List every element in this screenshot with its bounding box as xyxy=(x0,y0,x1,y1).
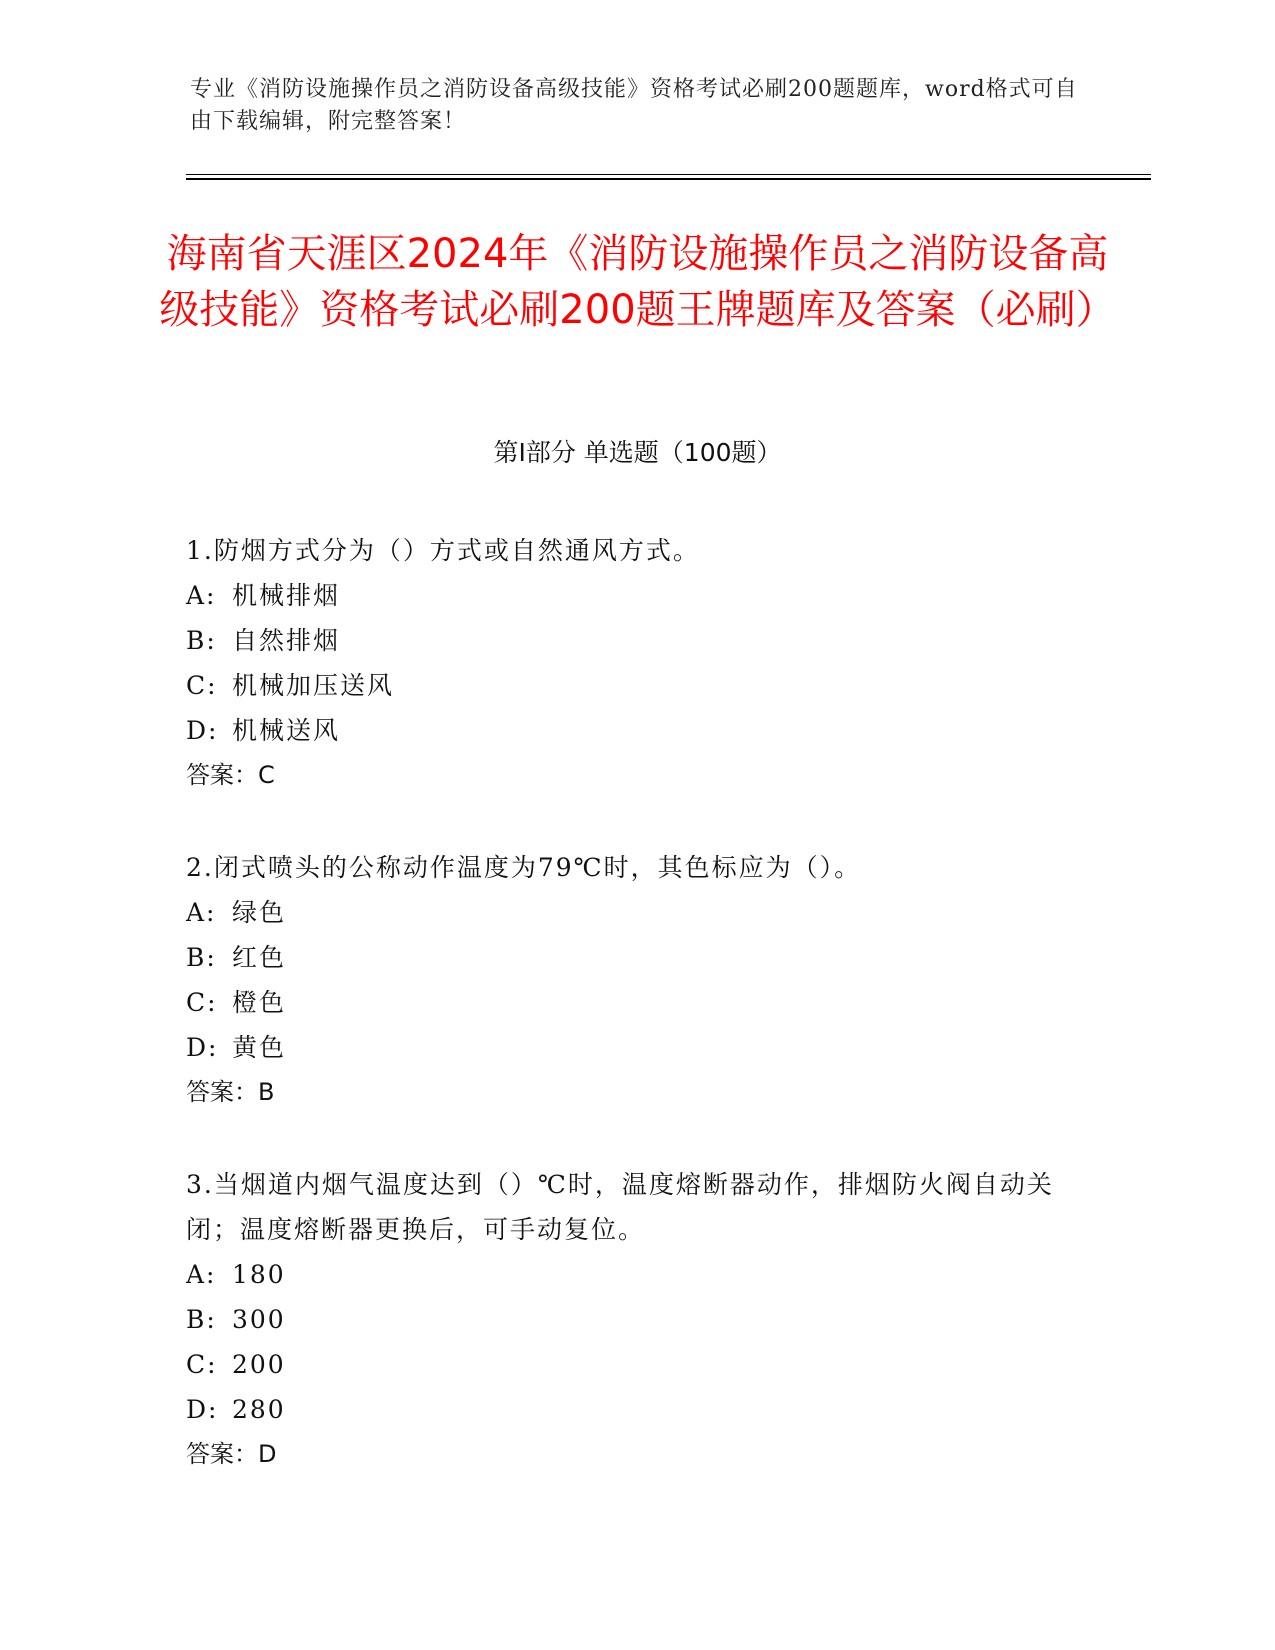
option-key: D: xyxy=(186,1395,219,1424)
option-key: C: xyxy=(186,1350,218,1379)
option-key: B: xyxy=(186,1305,217,1334)
option-key: C: xyxy=(186,988,218,1017)
section-heading: 第I部分 单选题（100题） xyxy=(493,438,782,467)
question-stem: 3.当烟道内烟气温度达到（）℃时，温度熔断器动作，排烟防火阀自动关闭；温度熔断器更换后，可手动复位。 xyxy=(186,1170,1054,1244)
answer-line: 答案：D xyxy=(186,1440,277,1468)
option-key: B: xyxy=(186,626,217,655)
question-stem: 1.防烟方式分为（）方式或自然通风方式。 xyxy=(186,536,700,565)
option-text: 280 xyxy=(232,1395,286,1424)
option-a xyxy=(186,890,1066,935)
option-key: A: xyxy=(186,898,217,927)
option-b xyxy=(186,618,1066,663)
option-text: 橙色 xyxy=(232,988,287,1017)
answer-line: 答案：B xyxy=(186,1078,275,1106)
option-d xyxy=(186,708,1066,753)
option-b xyxy=(186,935,1066,980)
option-text: 自然排烟 xyxy=(232,626,341,655)
document-title: 海南省天涯区2024年《消防设施操作员之消防设备高级技能》资格考试必刷200题王牌题库及答案（必刷） xyxy=(159,231,1116,333)
answer-line: 答案：C xyxy=(186,761,275,789)
option-key: D: xyxy=(186,1033,219,1062)
question-2 xyxy=(186,845,1066,1115)
option-text: 机械加压送风 xyxy=(232,671,395,700)
option-key: B: xyxy=(186,943,217,972)
option-text: 红色 xyxy=(232,943,287,972)
option-text: 200 xyxy=(232,1350,286,1379)
option-b xyxy=(186,1297,1066,1342)
option-text: 绿色 xyxy=(232,898,287,927)
question-stem: 2.闭式喷头的公称动作温度为79℃时，其色标应为（）。 xyxy=(186,853,862,882)
option-text: 机械排烟 xyxy=(232,581,341,610)
question-1 xyxy=(186,528,1066,798)
option-text: 机械送风 xyxy=(232,716,341,745)
header-note: 专业《消防设施操作员之消防设备高级技能》资格考试必刷200题题库，word格式可自由下载编辑，附完整答案！ xyxy=(190,77,1078,134)
option-text: 180 xyxy=(232,1260,286,1289)
option-text: 黄色 xyxy=(232,1033,287,1062)
option-a xyxy=(186,573,1066,618)
question-3 xyxy=(186,1162,1066,1477)
header-divider-thick xyxy=(186,178,1151,180)
option-c xyxy=(186,980,1066,1025)
question-list xyxy=(186,528,1066,1524)
option-key: A: xyxy=(186,1260,217,1289)
option-c xyxy=(186,1342,1066,1387)
option-key: C: xyxy=(186,671,218,700)
option-text: 300 xyxy=(232,1305,286,1334)
option-key: D: xyxy=(186,716,219,745)
option-a xyxy=(186,1252,1066,1297)
header-divider-thin xyxy=(186,174,1151,175)
option-d xyxy=(186,1387,1066,1432)
option-key: A: xyxy=(186,581,217,610)
option-d xyxy=(186,1025,1066,1070)
option-c xyxy=(186,663,1066,708)
